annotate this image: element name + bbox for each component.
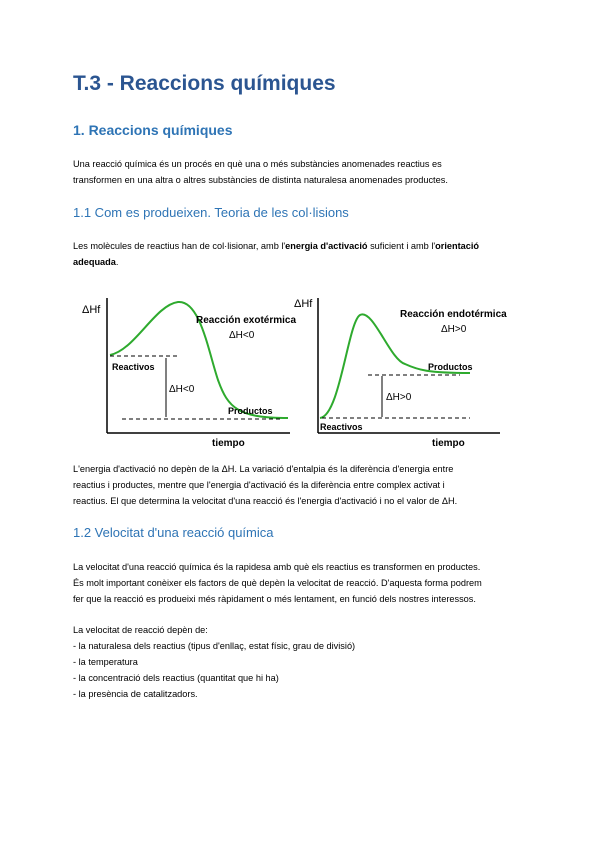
delta-h-label: ΔH<0 (229, 330, 255, 341)
list-intro: La velocitat de reacció depèn de: (73, 625, 208, 635)
paragraph-line: reactius. El que determina la velocitat d'una reacció és l'energia d'activació i no el valor de ΔH. (73, 496, 458, 506)
paragraph-line: La velocitat d'una reacció química és la rapidesa amb què els reactius es transformen en productes. (73, 562, 481, 572)
products-label: Productos (428, 362, 473, 372)
page-title: T.3 - Reaccions químiques (73, 72, 336, 95)
products-label: Productos (228, 406, 273, 416)
section-1-2-paragraph (73, 559, 533, 607)
x-axis-label: tiempo (212, 438, 245, 449)
paragraph-line: transformen en una altra o altres substàncies de distinta naturalesa anomenades productes. (73, 175, 448, 185)
text-run: . (115, 257, 119, 267)
reaction-title: Reacción endotérmica (400, 309, 507, 320)
reactants-label: Reactivos (320, 422, 363, 432)
text-run: suficient i amb l' (367, 241, 436, 251)
bold-term: orientació (435, 241, 480, 251)
text-run: Les molècules de reactius han de col·lisionar, amb l' (73, 241, 286, 251)
delta-h-arrow-label: ΔH>0 (386, 392, 412, 403)
paragraph-line (73, 238, 533, 254)
x-axis-label: tiempo (432, 438, 465, 449)
list-item: - la concentració dels reactius (quantitat que hi ha) (73, 673, 279, 683)
exothermic-diagram (82, 298, 296, 449)
bold-term: energia d'activació (285, 241, 368, 251)
delta-h-arrow-label: ΔH<0 (169, 384, 195, 395)
paragraph-line: fer que la reacció es produeixi més ràpidament o més lentament, en funció dels nostres interessos. (73, 594, 476, 604)
delta-h-label: ΔH>0 (441, 324, 467, 335)
y-axis-label: ΔHf (294, 298, 313, 310)
section-1-1-heading: 1.1 Com es produeixen. Teoria de les col·lisions (73, 205, 349, 220)
paragraph-line: Una reacció química és un procés en què una o més substàncies anomenades reactius es (73, 159, 442, 169)
rate-factors-list (73, 622, 533, 702)
paragraph-line (73, 254, 533, 270)
section-1-heading: 1. Reaccions químiques (73, 122, 233, 138)
list-item: - la naturalesa dels reactius (tipus d'enllaç, estat físic, grau de divisió) (73, 641, 356, 651)
section-1-1-paragraph (73, 238, 533, 270)
paragraph-line: L'energia d'activació no depèn de la ΔH. La variació d'entalpia és la diferència d'energia entre (73, 464, 454, 474)
reaction-title: Reacción exotérmica (196, 315, 297, 326)
list-item: - la temperatura (73, 657, 138, 667)
endothermic-diagram (294, 298, 507, 449)
paragraph-line: reactius i productes, mentre que l'energia d'activació és la diferència entre complex activat i (73, 480, 445, 490)
section-1-paragraph (73, 156, 533, 188)
list-item: - la presència de catalitzadors. (73, 689, 198, 699)
paragraph-line: És molt important conèixer els factors de què depèn la velocitat de reacció. D'aquesta forma podrem (73, 578, 482, 588)
activation-energy-paragraph (73, 461, 533, 509)
y-axis-label: ΔHf (82, 304, 101, 316)
bold-term: adequada (73, 257, 116, 267)
section-1-2-heading: 1.2 Velocitat d'una reacció química (73, 525, 274, 540)
energy-diagrams (0, 280, 600, 455)
reactants-label: Reactivos (112, 362, 155, 372)
